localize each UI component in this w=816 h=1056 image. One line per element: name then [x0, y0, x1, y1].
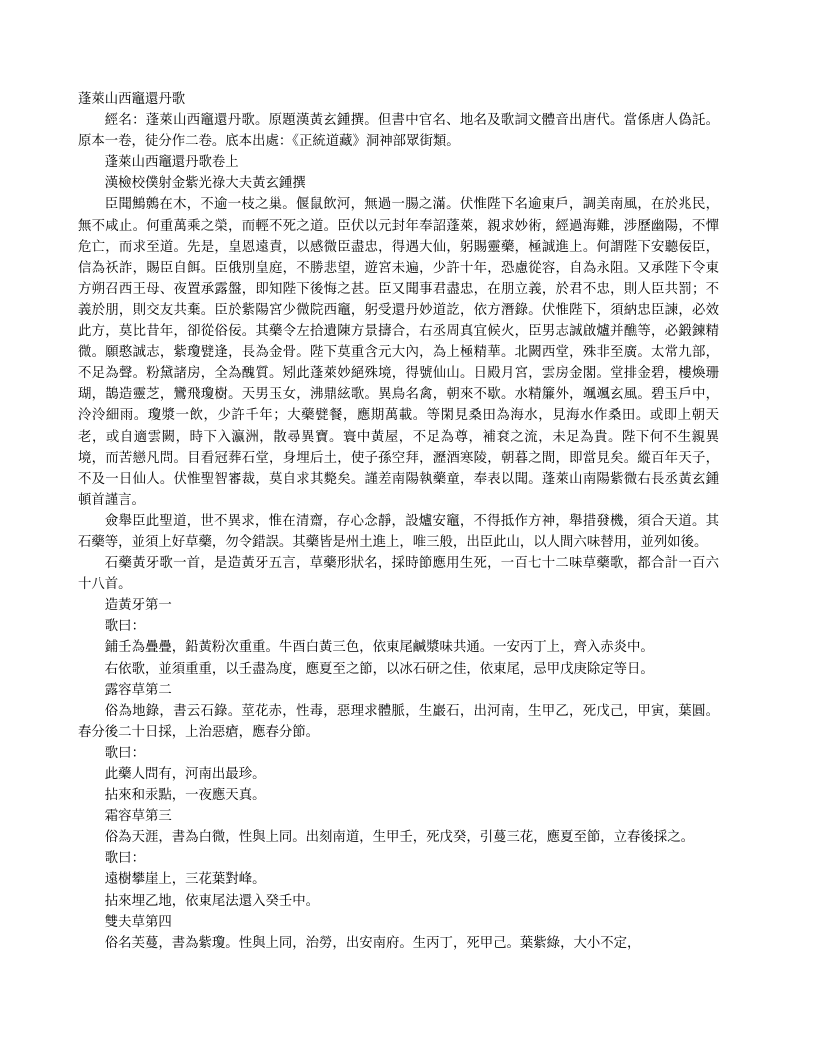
paragraph-song-count: 石藥黃牙歌一首，是造黃牙五言，草藥形狀名，採時節應用生死，一百七十二味草藥歌，都合計一百六十八首。	[78, 556, 719, 593]
paragraph-desc-3: 俗為天涯，書為白微，性與上同。出刻南道，生甲壬，死戊癸，引蔓三花，應夏至節，立春後採之。	[104, 830, 694, 846]
document-text-body	[78, 89, 719, 954]
heading-section-2: 露容草第二	[104, 682, 172, 698]
label-song-3: 歌曰：	[104, 851, 145, 867]
song-2-verse-2: 拈來和汞點，一夜應天真。	[104, 788, 266, 804]
heading-section-1: 造黃牙第一	[104, 598, 172, 614]
heading-volume: 蓬萊山西竈還丹歌卷上	[104, 155, 239, 171]
label-song-1: 歌曰：	[104, 619, 145, 635]
paragraph-memorial-main: 臣聞鷦鷯在木，不逾一枝之巢。偃鼠飲河，無過一腸之滿。伏惟陛下名逾東戶，調美南風，在於兆民，無不咸止。何重萬乘之榮，而輕不死之道。臣伏以元封年奉詔蓬萊，親求妙術，經過海難，涉歷幽陽，不憚危亡，而求至道。先是，皇恩遠責，以感微臣盡忠，得遇大仙，躬賜靈藥，極誠進上。何謂陛下安聽佞臣，信為祅詐，賜臣自餌。臣俄別皇庭，不勝悲望，遊宮未遍，少許十年，恐慮從容，自為永阻。又承陛下令東方朔召西王母、夜置承露盤，即知陛下後悔之甚。臣又聞事君盡忠，在朋立義，於君不忠，則人臣共罰；不義於朋，則交友共棄。臣於紫陽宮少微院西竈，躬受還丹妙道訖，依方潛錄。伏惟陛下，須納忠臣諫，必效此方，莫比昔年，卻從俗佞。其藥令左拾遺陳方景擣合，右丞周真宜候火，臣男志誠啟爐并醮等，必鍛鍊精微。願憨誠志，紫瓊甓逢，長為金骨。陛下莫重含元大內，為上極精華。北闕西堂，殊非至廣。太常九部，不足為聲。粉黛諸房，全為醜質。矧此蓬萊妙絕殊境，得號仙山。日殿月宮，雲房金閣。堂排金碧，樓煥珊瑚，鵲造靈芝，鸞飛瓊樹。天男玉女，沸鼎絃歌。異鳥名禽，朝來不歇。水精簾外，颯颯玄風。碧玉戶中，泠泠細雨。瓊漿一飲，少許千年；大藥甓餐，應期萬載。等閑見桑田為海水，見海水作桑田。或即上朝天老，或自適雲闕，時下入瀛洲，散尋異寶。寰中黃屋，不足為尊，補袞之流，未足為貴。陛下何不生親異境，而苦戀凡問。目看冠葬石堂，身埋后土，使子孫空拜，瀝酒寒陵，朝暮之間，即當見矣。縱百年天子，不及一日仙人。伏惟聖智審裁，莫自求其斃矣。謹差南陽執藥童，奉表以聞。蓬萊山南陽紫微右長丞黃玄鍾頓首謹言。	[78, 197, 719, 508]
paragraph-memorial-method: 僉舉臣此聖道，世不異求，惟在清齋，存心念靜，設爐安竈，不得抵作方神，舉措發機，須合天道。其石藥等，並須上好草藥，勿令錯誤。其藥皆是州土進上，唯三般，出臣此山，以人間六味替用，並列如後。	[78, 513, 719, 550]
paragraph-note-1: 右依歌，並須重重，以壬盡為度，應夏至之節，以冰石研之佳，依東尾，忌甲戊庚除定等日。	[104, 661, 654, 677]
label-song-2: 歌曰：	[104, 745, 145, 761]
song-3-verse-2: 拈來埋乙地，依東尾法還入癸壬中。	[104, 893, 320, 909]
heading-section-3: 霜容草第三	[104, 809, 172, 825]
heading-section-4: 雙夫草第四	[104, 914, 172, 930]
paragraph-preface: 經名：蓬萊山西竈還丹歌。原題漢黃玄鍾撰。但書中官名、地名及歌詞文體音出唐代。當係唐人偽託。原本一卷，徒分作二卷。底本出處：《正統道藏》洞神部眾街類。	[78, 113, 719, 150]
paragraph-desc-2: 俗為地錄，書云石錄。莖花赤，性毒，惡理求體脈，生巖石，出河南，生甲乙，死戊己，甲寅，葉圓。春分後二十日採，上治惡瘡，應春分節。	[78, 703, 719, 740]
song-3-verse-1: 遠樹攀崖上，三花葉對峰。	[104, 872, 266, 888]
paragraph-song-1: 鋪壬為疊疊，鉛黃粉次重重。牛酉白黃三色，依東尾鹹漿味共通。一安丙丁上，齊入赤炎中。	[104, 640, 654, 656]
paragraph-desc-4: 俗名芙蔓，書為紫瓊。性與上同，治勞，出安南府。生丙丁，死甲己。葉紫綠，大小不定，	[104, 935, 641, 951]
song-2-verse-1: 此藥人問有，河南出最珍。	[104, 767, 266, 782]
heading-author: 漢檢校僕射金紫光祿大夫黃玄鍾撰	[104, 176, 306, 192]
document-title: 蓬萊山西竈還丹歌	[78, 92, 186, 107]
